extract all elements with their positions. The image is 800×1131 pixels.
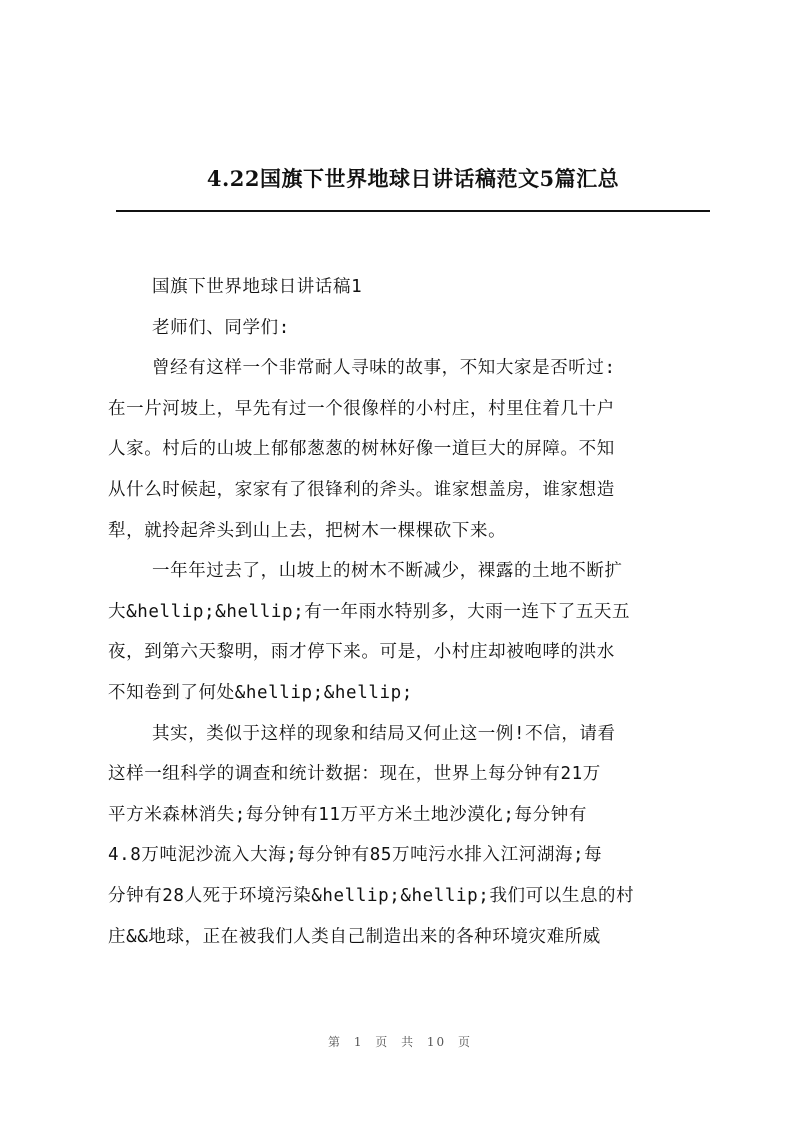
text-line: 在一片河坡上，早先有过一个很像样的小村庄，村里住着几十户 [108, 398, 615, 419]
text-line: 其实，类似于这样的现象和结局又何止这一例!不信，请看 [152, 723, 616, 744]
text-line: 从什么时候起，家家有了很锋利的斧头。谁家想盖房，谁家想造 [108, 479, 615, 500]
text-line: 不知卷到了何处&hellip;&hellip; [108, 682, 413, 703]
text-line: 曾经有这样一个非常耐人寻味的故事，不知大家是否听过: [152, 358, 616, 379]
text-line: 4.8万吨泥沙流入大海;每分钟有85万吨污水排入江河湖海;每 [108, 845, 603, 866]
text-line: 夜，到第六天黎明，雨才停下来。可是，小村庄却被咆哮的洪水 [108, 642, 615, 663]
text-line: 这样一组科学的调查和统计数据：现在，世界上每分钟有21万 [108, 764, 601, 785]
text-line: 平方米森林消失;每分钟有11万平方米土地沙漠化;每分钟有 [108, 804, 587, 825]
text-line: 犁，就拎起斧头到山上去，把树木一棵棵砍下来。 [108, 520, 507, 541]
text-line: 庄&&地球，正在被我们人类自己制造出来的各种环境灾难所威 [108, 926, 601, 947]
text-line: 人家。村后的山坡上郁郁葱葱的树林好像一道巨大的屏障。不知 [108, 439, 615, 460]
document-body [108, 267, 692, 957]
text-line: 一年年过去了，山坡上的树木不断减少，裸露的土地不断扩 [152, 561, 623, 582]
text-line: 分钟有28人死于环境污染&hellip;&hellip;我们可以生息的村 [108, 885, 635, 906]
section-heading: 国旗下世界地球日讲话稿1 [152, 277, 363, 297]
page-footer: 第 1 页 共 10 页 [328, 1035, 472, 1049]
title-underline [116, 210, 710, 212]
document-title: 4.22国旗下世界地球日讲话稿范文5篇汇总 [206, 166, 620, 191]
paragraph-lines [108, 348, 692, 957]
text-line: 大&hellip;&hellip;有一年雨水特别多，大雨一连下了五天五 [108, 601, 631, 622]
salutation: 老师们、同学们: [152, 317, 290, 338]
